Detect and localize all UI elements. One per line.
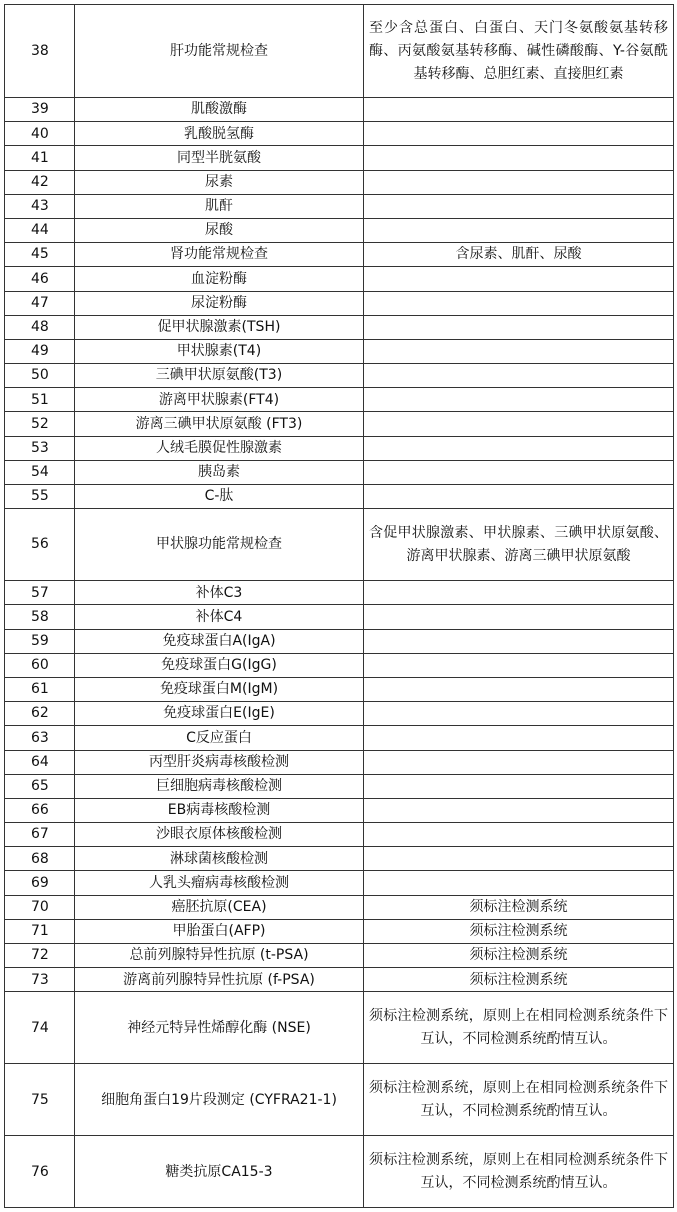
table-row bbox=[5, 895, 674, 919]
row-number: 54 bbox=[5, 460, 75, 484]
row-number: 61 bbox=[5, 677, 75, 701]
table-row bbox=[5, 774, 674, 798]
test-item-name: C-肽 bbox=[75, 485, 364, 509]
test-item-name: 尿素 bbox=[75, 170, 364, 194]
test-item-note bbox=[364, 339, 674, 363]
test-item-note: 须标注检测系统 bbox=[364, 895, 674, 919]
test-item-note bbox=[364, 605, 674, 629]
test-item-name: 淋球菌核酸检测 bbox=[75, 847, 364, 871]
test-item-name: 补体C4 bbox=[75, 605, 364, 629]
table-row bbox=[5, 194, 674, 218]
test-item-name: 沙眼衣原体核酸检测 bbox=[75, 823, 364, 847]
test-item-note bbox=[364, 629, 674, 653]
row-number: 62 bbox=[5, 702, 75, 726]
test-item-name: 甲状腺功能常规检查 bbox=[75, 509, 364, 581]
table-row bbox=[5, 267, 674, 291]
row-number: 55 bbox=[5, 485, 75, 509]
table-row bbox=[5, 170, 674, 194]
table-row bbox=[5, 726, 674, 750]
test-item-note bbox=[364, 726, 674, 750]
test-item-name: 免疫球蛋白E(IgE) bbox=[75, 702, 364, 726]
test-item-name: 糖类抗原CA15-3 bbox=[75, 1136, 364, 1208]
test-item-note bbox=[364, 412, 674, 436]
test-item-name: 总前列腺特异性抗原 (t-PSA) bbox=[75, 944, 364, 968]
row-number: 65 bbox=[5, 774, 75, 798]
test-item-name: C反应蛋白 bbox=[75, 726, 364, 750]
row-number: 50 bbox=[5, 364, 75, 388]
table-row bbox=[5, 364, 674, 388]
test-item-note: 须标注检测系统，原则上在相同检测系统条件下互认，不同检测系统酌情互认。 bbox=[364, 1136, 674, 1208]
test-item-note bbox=[364, 436, 674, 460]
row-number: 39 bbox=[5, 98, 75, 122]
table-row bbox=[5, 460, 674, 484]
test-item-name: 丙型肝炎病毒核酸检测 bbox=[75, 750, 364, 774]
row-number: 42 bbox=[5, 170, 75, 194]
row-number: 43 bbox=[5, 194, 75, 218]
row-number: 76 bbox=[5, 1136, 75, 1208]
table-body bbox=[5, 5, 674, 1208]
table-row bbox=[5, 1064, 674, 1136]
table-row bbox=[5, 750, 674, 774]
test-item-note bbox=[364, 750, 674, 774]
table-row bbox=[5, 509, 674, 581]
test-item-name: 免疫球蛋白M(IgM) bbox=[75, 677, 364, 701]
table-row bbox=[5, 243, 674, 267]
test-item-note bbox=[364, 146, 674, 170]
table-row bbox=[5, 315, 674, 339]
table-row bbox=[5, 968, 674, 992]
row-number: 71 bbox=[5, 919, 75, 943]
row-number: 38 bbox=[5, 5, 75, 98]
table-row bbox=[5, 992, 674, 1064]
table-row bbox=[5, 629, 674, 653]
test-item-name: 乳酸脱氢酶 bbox=[75, 122, 364, 146]
test-item-name: 胰岛素 bbox=[75, 460, 364, 484]
test-item-note: 须标注检测系统，原则上在相同检测系统条件下互认，不同检测系统酌情互认。 bbox=[364, 1064, 674, 1136]
row-number: 40 bbox=[5, 122, 75, 146]
test-item-name: 免疫球蛋白G(IgG) bbox=[75, 653, 364, 677]
table-row bbox=[5, 798, 674, 822]
test-item-name: 同型半胱氨酸 bbox=[75, 146, 364, 170]
test-item-note bbox=[364, 677, 674, 701]
row-number: 44 bbox=[5, 218, 75, 242]
test-item-note: 至少含总蛋白、白蛋白、天门冬氨酸氨基转移酶、丙氨酸氨基转移酶、碱性磷酸酶、Y-谷氨酰基转移酶、总胆红素、直接胆红素 bbox=[364, 5, 674, 98]
table-row bbox=[5, 339, 674, 363]
test-item-note bbox=[364, 774, 674, 798]
test-item-note bbox=[364, 388, 674, 412]
test-item-note: 含尿素、肌酐、尿酸 bbox=[364, 243, 674, 267]
test-item-name: 巨细胞病毒核酸检测 bbox=[75, 774, 364, 798]
table-row bbox=[5, 485, 674, 509]
row-number: 56 bbox=[5, 509, 75, 581]
test-item-name: 神经元特异性烯醇化酶 (NSE) bbox=[75, 992, 364, 1064]
test-item-name: EB病毒核酸检测 bbox=[75, 798, 364, 822]
test-item-name: 血淀粉酶 bbox=[75, 267, 364, 291]
test-item-name: 肝功能常规检查 bbox=[75, 5, 364, 98]
table-row bbox=[5, 823, 674, 847]
test-item-note bbox=[364, 218, 674, 242]
table-row bbox=[5, 122, 674, 146]
table-row bbox=[5, 653, 674, 677]
table-row bbox=[5, 871, 674, 895]
row-number: 64 bbox=[5, 750, 75, 774]
test-item-name: 细胞角蛋白19片段测定 (CYFRA21-1) bbox=[75, 1064, 364, 1136]
row-number: 51 bbox=[5, 388, 75, 412]
table-row bbox=[5, 944, 674, 968]
test-item-note bbox=[364, 847, 674, 871]
test-item-note: 须标注检测系统 bbox=[364, 944, 674, 968]
row-number: 52 bbox=[5, 412, 75, 436]
row-number: 66 bbox=[5, 798, 75, 822]
test-item-note: 须标注检测系统 bbox=[364, 968, 674, 992]
test-item-name: 肌酐 bbox=[75, 194, 364, 218]
test-item-name: 补体C3 bbox=[75, 581, 364, 605]
test-item-note bbox=[364, 798, 674, 822]
test-item-note bbox=[364, 460, 674, 484]
test-item-note bbox=[364, 267, 674, 291]
test-item-note bbox=[364, 871, 674, 895]
row-number: 75 bbox=[5, 1064, 75, 1136]
row-number: 63 bbox=[5, 726, 75, 750]
test-item-note bbox=[364, 702, 674, 726]
table-row bbox=[5, 218, 674, 242]
row-number: 45 bbox=[5, 243, 75, 267]
test-item-note: 须标注检测系统 bbox=[364, 919, 674, 943]
row-number: 69 bbox=[5, 871, 75, 895]
test-item-name: 游离前列腺特异性抗原 (f-PSA) bbox=[75, 968, 364, 992]
test-item-name: 肌酸激酶 bbox=[75, 98, 364, 122]
row-number: 46 bbox=[5, 267, 75, 291]
test-item-name: 促甲状腺激素(TSH) bbox=[75, 315, 364, 339]
test-item-name: 游离三碘甲状原氨酸 (FT3) bbox=[75, 412, 364, 436]
test-item-name: 游离甲状腺素(FT4) bbox=[75, 388, 364, 412]
table-row bbox=[5, 291, 674, 315]
row-number: 48 bbox=[5, 315, 75, 339]
table-row bbox=[5, 436, 674, 460]
test-item-name: 肾功能常规检查 bbox=[75, 243, 364, 267]
test-item-note bbox=[364, 364, 674, 388]
test-item-note: 须标注检测系统，原则上在相同检测系统条件下互认，不同检测系统酌情互认。 bbox=[364, 992, 674, 1064]
test-items-table bbox=[4, 4, 674, 1208]
table-row bbox=[5, 702, 674, 726]
table-row bbox=[5, 146, 674, 170]
test-item-name: 免疫球蛋白A(IgA) bbox=[75, 629, 364, 653]
row-number: 47 bbox=[5, 291, 75, 315]
test-item-name: 人绒毛膜促性腺激素 bbox=[75, 436, 364, 460]
row-number: 59 bbox=[5, 629, 75, 653]
row-number: 74 bbox=[5, 992, 75, 1064]
table-row bbox=[5, 847, 674, 871]
test-item-note bbox=[364, 315, 674, 339]
table-row bbox=[5, 677, 674, 701]
table-row bbox=[5, 388, 674, 412]
test-item-note bbox=[364, 122, 674, 146]
row-number: 57 bbox=[5, 581, 75, 605]
table-row bbox=[5, 98, 674, 122]
test-item-note bbox=[364, 823, 674, 847]
row-number: 53 bbox=[5, 436, 75, 460]
table-row bbox=[5, 919, 674, 943]
test-item-name: 人乳头瘤病毒核酸检测 bbox=[75, 871, 364, 895]
row-number: 41 bbox=[5, 146, 75, 170]
test-item-note bbox=[364, 194, 674, 218]
table-row bbox=[5, 581, 674, 605]
row-number: 49 bbox=[5, 339, 75, 363]
table-row bbox=[5, 1136, 674, 1208]
table-row bbox=[5, 605, 674, 629]
test-item-note bbox=[364, 485, 674, 509]
test-item-note bbox=[364, 170, 674, 194]
test-item-note: 含促甲状腺激素、甲状腺素、三碘甲状原氨酸、游离甲状腺素、游离三碘甲状原氨酸 bbox=[364, 509, 674, 581]
row-number: 58 bbox=[5, 605, 75, 629]
row-number: 67 bbox=[5, 823, 75, 847]
table-row bbox=[5, 412, 674, 436]
test-item-name: 甲状腺素(T4) bbox=[75, 339, 364, 363]
table-row bbox=[5, 5, 674, 98]
test-item-note bbox=[364, 98, 674, 122]
row-number: 72 bbox=[5, 944, 75, 968]
test-item-note bbox=[364, 291, 674, 315]
row-number: 73 bbox=[5, 968, 75, 992]
test-item-name: 三碘甲状原氨酸(T3) bbox=[75, 364, 364, 388]
row-number: 68 bbox=[5, 847, 75, 871]
test-item-note bbox=[364, 581, 674, 605]
test-item-name: 癌胚抗原(CEA) bbox=[75, 895, 364, 919]
row-number: 60 bbox=[5, 653, 75, 677]
test-item-name: 甲胎蛋白(AFP) bbox=[75, 919, 364, 943]
test-item-note bbox=[364, 653, 674, 677]
row-number: 70 bbox=[5, 895, 75, 919]
test-item-name: 尿淀粉酶 bbox=[75, 291, 364, 315]
test-item-name: 尿酸 bbox=[75, 218, 364, 242]
